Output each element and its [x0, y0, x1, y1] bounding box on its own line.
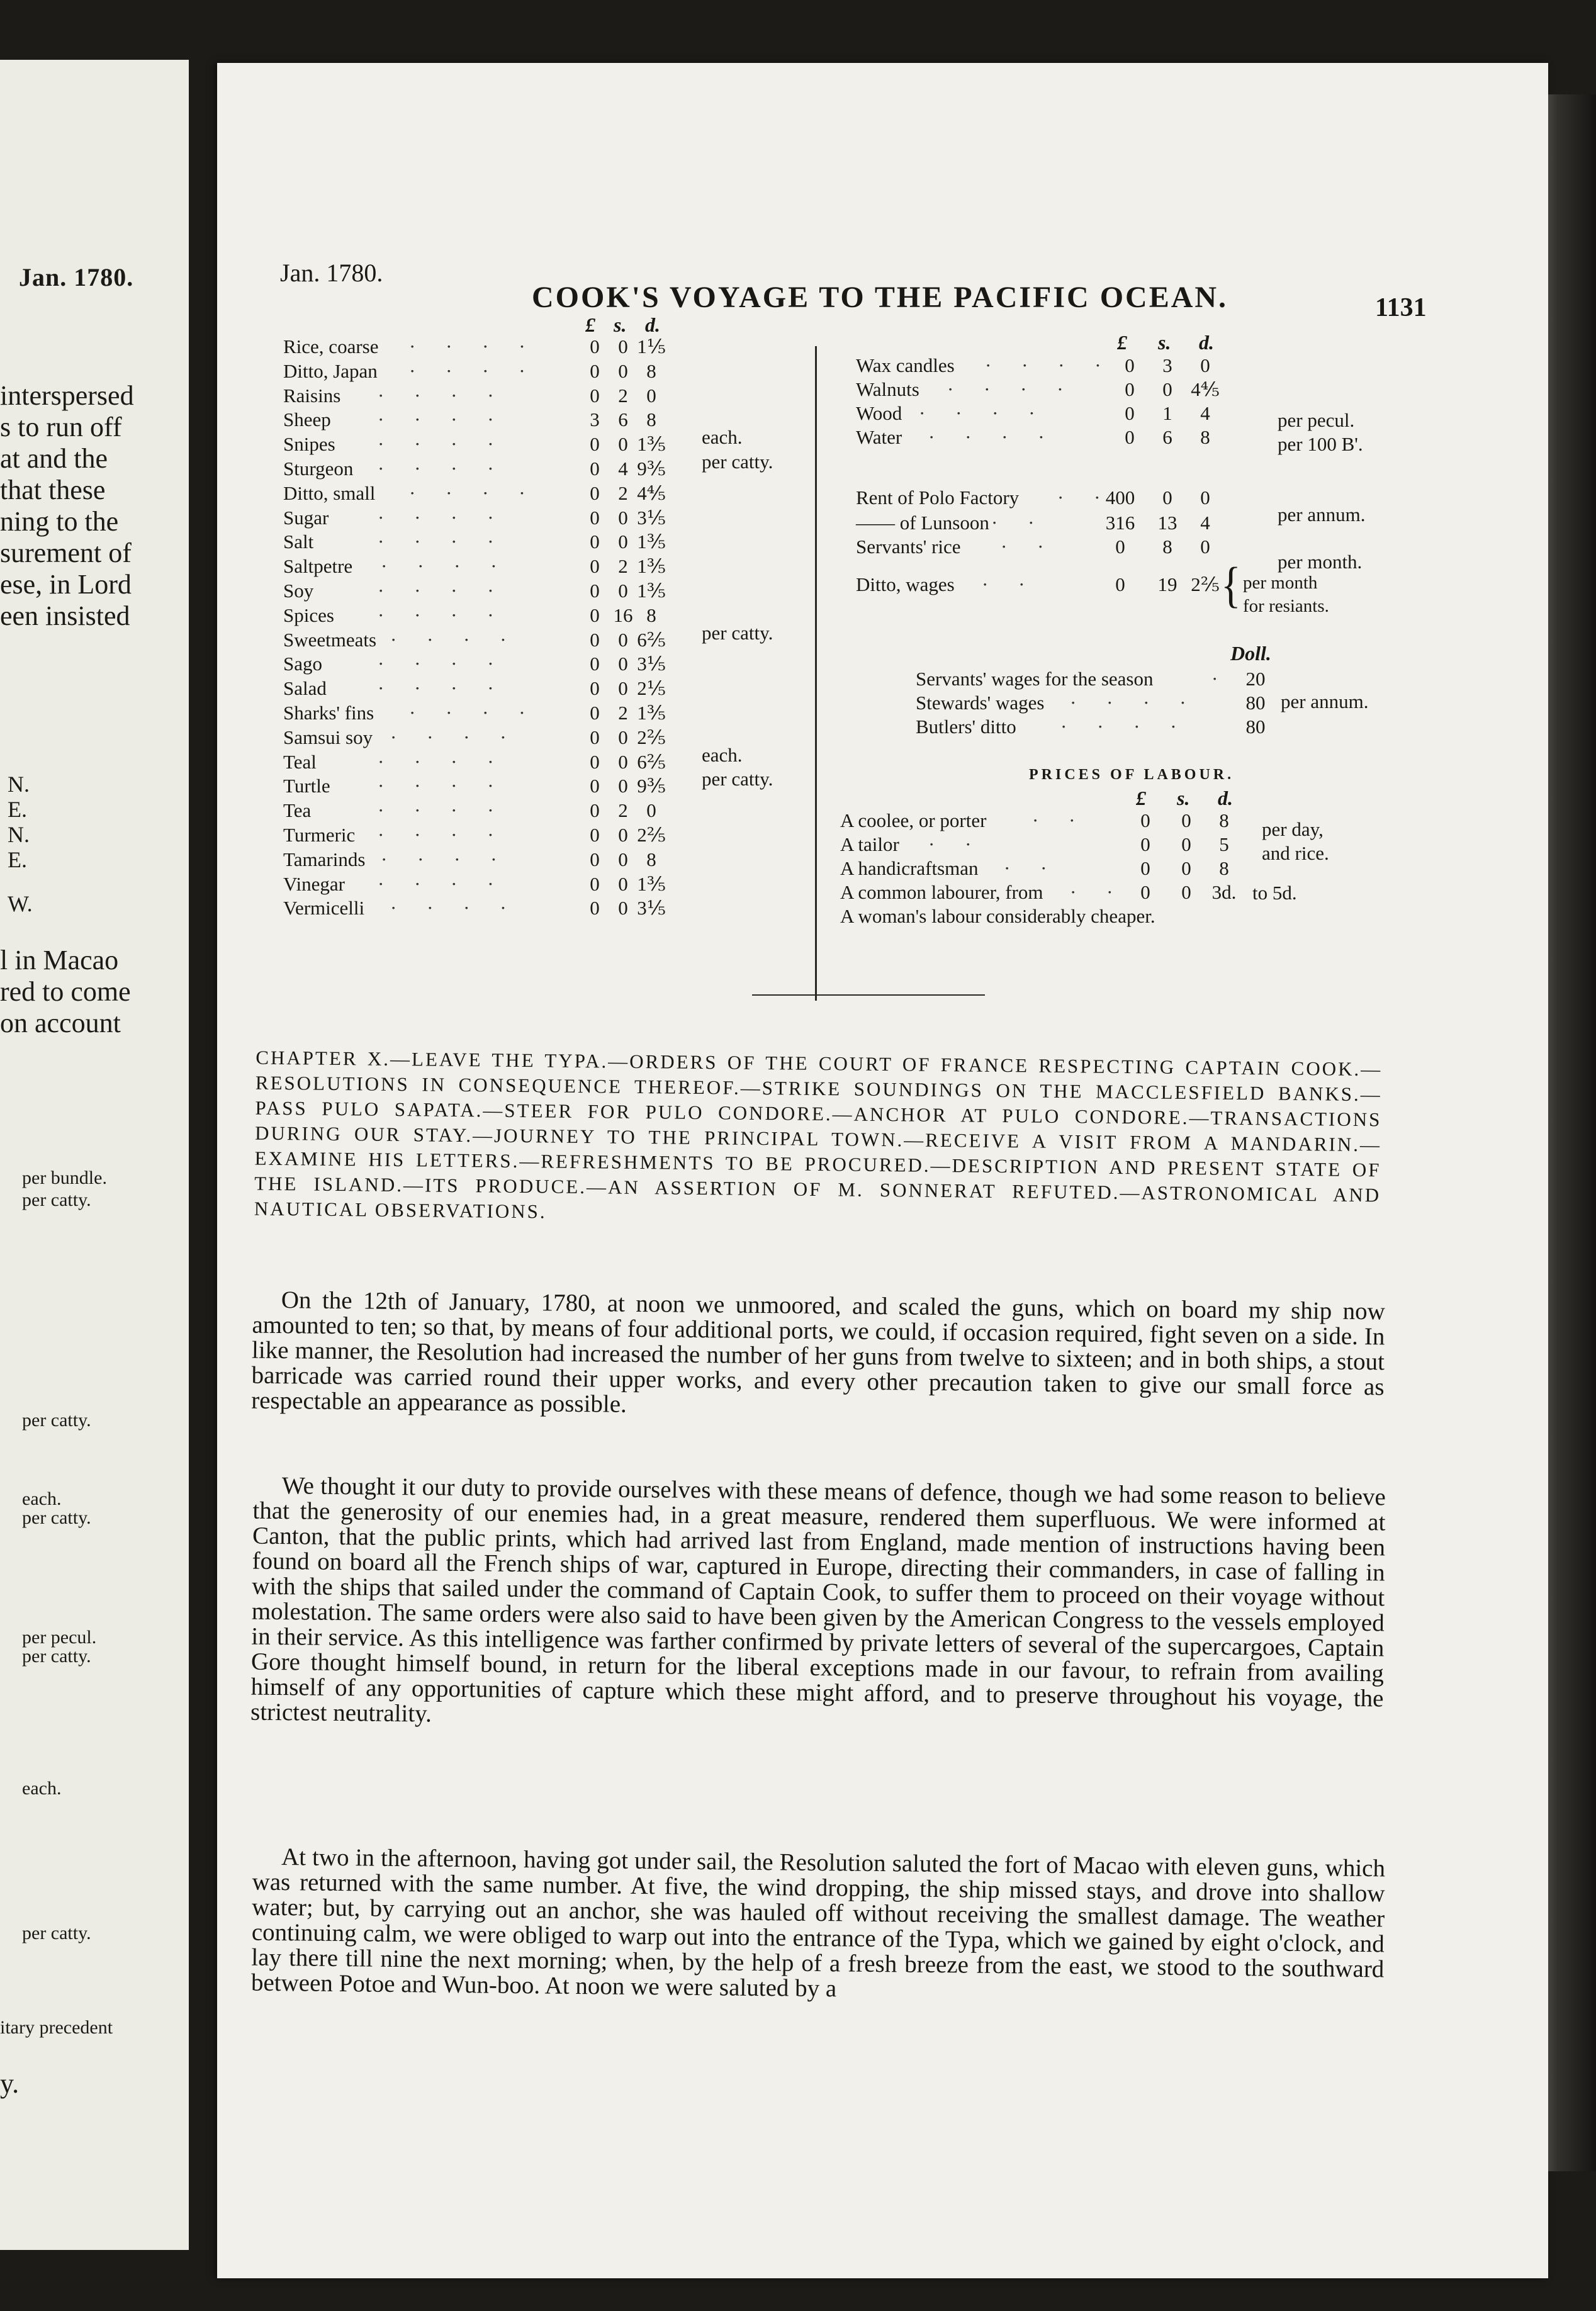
value-shillings: 0: [618, 824, 628, 846]
item-name: Rice, coarse: [283, 335, 379, 357]
table-row: [840, 880, 1281, 904]
leader-dots: · · · ·: [378, 872, 507, 895]
value-shillings: 2: [618, 481, 628, 504]
item-name: Sturgeon: [283, 458, 354, 480]
value-pounds: 0: [1115, 536, 1125, 558]
item-name: Tamarinds: [283, 848, 366, 870]
leader-dots: · · · ·: [378, 531, 507, 553]
item-name: Ditto, wages: [856, 573, 955, 595]
unit-note: and rice.: [1262, 842, 1329, 864]
left-page-fragment: [0, 60, 189, 2250]
table-row: [283, 726, 666, 750]
value-pounds: 400: [1105, 486, 1135, 509]
item-name: Vinegar: [283, 872, 345, 895]
value-shillings: 2: [618, 702, 628, 724]
running-header-date: Jan. 1780.: [280, 259, 383, 287]
table-row: [840, 857, 1281, 880]
unit-note: per catty.: [702, 451, 773, 473]
leader-dots: · ·: [1004, 857, 1060, 879]
left-page-line: een insisted: [0, 600, 130, 631]
value-pence: 2⅖: [1191, 573, 1220, 595]
value-shillings: 2: [618, 799, 628, 822]
leader-dots: · · · ·: [409, 702, 538, 724]
table-row: [283, 335, 666, 359]
value-pounds: 0: [590, 628, 600, 651]
value-pounds: 0: [1140, 857, 1150, 879]
value-shillings: 6: [618, 408, 628, 431]
left-page-compass: N.: [8, 772, 30, 797]
value-shillings: 0: [618, 848, 628, 870]
value-pence: 1⅗: [637, 531, 666, 553]
item-name: Ditto, Japan: [283, 359, 378, 382]
value-pence: 5: [1219, 833, 1229, 855]
left-page-line: at and the: [0, 443, 108, 474]
value-pounds: 0: [590, 335, 600, 357]
leader-dots: · · · ·: [390, 628, 519, 651]
leader-dots: · · · ·: [378, 750, 507, 773]
table-row: [283, 530, 666, 554]
value-pence: 0: [1200, 354, 1210, 376]
leader-dots: · · · ·: [919, 402, 1048, 424]
value-pounds: 0: [590, 872, 600, 895]
table-row: [283, 359, 661, 383]
value-pounds: 0: [590, 481, 600, 504]
table-row: [283, 408, 661, 432]
value-pence: 0: [646, 799, 656, 822]
value-pence: 6⅖: [637, 628, 666, 651]
value-pence: 1⅗: [637, 872, 666, 895]
table-row: [916, 691, 1293, 715]
value-shillings: 0: [618, 653, 628, 675]
leader-dots: · ·: [1001, 536, 1057, 558]
item-name: Ditto, small: [283, 481, 376, 504]
unit-note: per catty.: [702, 768, 773, 790]
value-shillings: 0: [618, 775, 628, 797]
left-page-line: surement of: [0, 537, 132, 568]
leader-dots: · · · ·: [378, 775, 507, 797]
brace-mark: {: [1221, 558, 1241, 614]
value-pence: 8: [646, 848, 656, 870]
leader-dots: · · · ·: [378, 604, 507, 626]
value-pounds: 0: [590, 677, 600, 700]
unit-note: each.: [702, 743, 743, 766]
leader-dots: ·: [1211, 668, 1231, 690]
table-row: [283, 896, 666, 920]
value-shillings: 0: [618, 897, 628, 919]
value-pounds: 0: [1140, 833, 1150, 855]
value-pounds: 0: [1125, 378, 1135, 400]
leader-dots: · · · ·: [378, 580, 507, 602]
left-page-note: per catty.: [22, 1646, 91, 1667]
value-pence: 1⅗: [637, 580, 666, 602]
value-shillings: 0: [618, 335, 628, 357]
table-row: [856, 425, 1234, 449]
value-pence: 1⅗: [637, 433, 666, 456]
value-pounds: 0: [590, 897, 600, 919]
value-pounds: 0: [590, 555, 600, 578]
leader-dots: · · · ·: [947, 378, 1076, 400]
table-row: [283, 604, 661, 627]
value-pence: 3⅕: [637, 506, 666, 529]
value-pounds: 0: [590, 506, 600, 529]
unit-note: per catty.: [702, 621, 773, 644]
left-page-line: ning to the: [0, 506, 119, 537]
value-pence: 3d.: [1211, 881, 1237, 903]
table-row: [283, 774, 666, 798]
item-name: Sago: [283, 653, 322, 675]
item-name: Spices: [283, 604, 334, 626]
item-name: Turmeric: [283, 824, 356, 846]
value-pence: 1⅗: [637, 702, 666, 724]
value-dollars: 20: [1245, 668, 1266, 690]
table-row: [283, 628, 666, 652]
value-shillings: 8: [1162, 536, 1172, 558]
item-name: Stewards' wages: [916, 692, 1045, 714]
column-head-pounds: £: [1136, 787, 1146, 809]
item-name: Butlers' ditto: [916, 716, 1016, 738]
value-pence: 3⅕: [637, 897, 666, 919]
left-page-note: per catty.: [22, 1410, 91, 1431]
value-pounds: 0: [590, 799, 600, 822]
paragraph: We thought it our duty to provide ourselves with these means of defence, though we had some reason to believe that the generosity of our enemies had, in a great measure, rendered them superfluous. We were informed at Canton, that the public prints, which had arrived last from England, made mention of instructions having been found on board all the French ships of war, captured in Europe, directing their commanders, in case of falling in with the ships that sailed under the command of Captain Cook, to suffer them to proceed on their voyage without molestation. The same orders were also said to have been given by the American Congress to the vessels employed in their service. As this intelligence was farther confirmed by private letters of several of the supercargoes, Captain Gore thought himself bound, in return for the liberal exceptions made in our favour, to refrain from availing himself of any opportunities of capture which these might afford, and to preserve throughout his voyage, the strictest neutrality.: [250, 1472, 1386, 1728]
value-pence: 4: [1200, 402, 1210, 424]
table-row: [856, 354, 1234, 378]
left-page-note: per catty.: [22, 1189, 91, 1210]
table-row: [283, 579, 666, 603]
item-name: Turtle: [283, 775, 330, 797]
main-page: [217, 63, 1548, 2278]
leader-dots: · · · ·: [378, 677, 507, 700]
value-shillings: 0: [618, 677, 628, 700]
unit-note: to 5d.: [1252, 882, 1297, 904]
leader-dots: · · · ·: [378, 506, 507, 529]
value-pounds: 0: [590, 531, 600, 553]
value-pounds: 0: [590, 750, 600, 773]
leader-dots: · · · ·: [409, 481, 538, 504]
item-name: Sweetmeats: [283, 628, 377, 651]
unit-note: each.: [702, 426, 743, 449]
leader-dots: · · · ·: [1060, 716, 1189, 738]
value-shillings: 1: [1162, 402, 1172, 424]
column-head-shillings: s.: [1177, 787, 1190, 809]
value-pence: 9⅗: [637, 775, 666, 797]
item-name: Walnuts: [856, 378, 919, 400]
table-row: [283, 384, 661, 408]
value-shillings: 0: [618, 750, 628, 773]
table-row: [916, 715, 1293, 739]
value-pounds: 0: [590, 726, 600, 748]
unit-note: per month: [1243, 573, 1318, 593]
paragraph: On the 12th of January, 1780, at noon we unmoored, and scaled the guns, which on board my ship now amounted to ten; so that, by means of four additional ports, we could, if occasion required, fight seven on a side. In like manner, the Resolution had increased the number of her guns from twelve to sixteen; and in both ships, a stout barricade was carried round their upper works, and every other precaution taken to give our small force as respectable an appearance as possible.: [250, 1286, 1386, 1418]
item-name: Salt: [283, 531, 314, 553]
table-row: [283, 701, 666, 725]
value-shillings: 2: [618, 555, 628, 578]
left-page-compass: E.: [8, 797, 27, 822]
value-shillings: 0: [1181, 833, 1191, 855]
value-pounds: 0: [590, 384, 600, 407]
value-pence: 2⅖: [637, 726, 666, 748]
leader-dots: · ·: [1032, 809, 1088, 831]
left-page-note: per bundle.: [22, 1167, 107, 1188]
left-page-line: l in Macao: [0, 945, 119, 976]
page-number: 1131: [1375, 293, 1427, 322]
table-row: [283, 432, 666, 456]
leader-dots: · · · ·: [381, 848, 510, 870]
leader-dots: · · · ·: [1070, 692, 1199, 714]
item-name: A coolee, or porter: [840, 809, 987, 831]
value-shillings: 0: [1181, 881, 1191, 903]
item-name: Rent of Polo Factory: [856, 486, 1020, 509]
value-pounds: 0: [1115, 573, 1125, 595]
leader-dots: · · · ·: [378, 824, 507, 846]
value-pence: 2⅖: [637, 824, 666, 846]
item-name: Servants' wages for the season: [916, 668, 1154, 690]
leader-dots: · ·: [991, 512, 1047, 534]
table-row: [283, 872, 666, 896]
leader-dots: · ·: [982, 573, 1038, 595]
leader-dots: · · · ·: [409, 335, 538, 357]
left-page-line: y.: [0, 2068, 20, 2099]
item-name: Snipes: [283, 433, 335, 456]
value-shillings: 0: [618, 359, 628, 382]
leader-dots: · · · ·: [378, 653, 507, 675]
value-pounds: 0: [1140, 881, 1150, 903]
item-name: Wax candles: [856, 354, 955, 376]
unit-note: per 100 B'.: [1278, 433, 1363, 455]
item-name: Servants' rice: [856, 536, 961, 558]
running-header-title: COOK'S VOYAGE TO THE PACIFIC OCEAN.: [532, 281, 1228, 314]
left-page-note: per pecul.: [22, 1627, 97, 1648]
left-page-line: red to come: [0, 976, 131, 1007]
item-name: —— of Lunsoon: [856, 512, 989, 534]
item-name: Wood: [856, 402, 902, 424]
value-pounds: 0: [590, 848, 600, 870]
value-pounds: 316: [1105, 512, 1135, 534]
table-row: [283, 554, 666, 578]
item-name: Soy: [283, 580, 314, 602]
item-name: A tailor: [840, 833, 899, 855]
value-shillings: 0: [618, 580, 628, 602]
value-pounds: 0: [590, 433, 600, 456]
section-rule: [752, 994, 985, 996]
leader-dots: · · · ·: [378, 408, 507, 431]
item-name: Teal: [283, 750, 317, 773]
column-head-pence: d.: [645, 313, 660, 336]
leader-dots: · · · ·: [409, 359, 538, 382]
item-name: Saltpetre: [283, 555, 353, 578]
value-pounds: 0: [590, 702, 600, 724]
item-name: A handicraftsman: [840, 857, 979, 879]
value-pence: 8: [1219, 809, 1229, 831]
left-page-note: each.: [22, 1488, 62, 1509]
table-row: [283, 750, 666, 774]
value-pence: 0: [1200, 536, 1210, 558]
left-page-header: Jan. 1780.: [19, 263, 134, 291]
item-name: Samsui soy: [283, 726, 373, 748]
left-page-compass: W.: [8, 891, 33, 916]
value-shillings: 4: [618, 458, 628, 480]
value-pence: 9⅗: [637, 458, 666, 480]
leader-dots: · · · ·: [390, 897, 519, 919]
table-row: [283, 799, 661, 823]
table-row: [283, 652, 666, 676]
value-shillings: 6: [1162, 426, 1172, 448]
value-shillings: 0: [618, 872, 628, 895]
unit-note: for resiants.: [1243, 596, 1329, 616]
leader-dots: · · · ·: [985, 354, 1114, 376]
value-shillings: 13: [1157, 512, 1177, 534]
unit-note: per day,: [1262, 818, 1323, 840]
paragraph: At two in the afternoon, having got under sail, the Resolution saluted the fort of Macao with eleven guns, which was returned with the same number. At five, the wind dropping, the ship missed stays, and drove into shallow water; but, by carrying out an anchor, she was hauled off without receiving the smallest damage. The weather continuing calm, we were obliged to warp out into the entrance of the Typa, which we gained by eight o'clock, and lay there till nine the next morning; when, by the help of a fresh breeze from the east, we stood to the southward between Potoe and Wun-boo. At noon we were saluted by a: [250, 1843, 1386, 2003]
value-shillings: 0: [1162, 378, 1172, 400]
value-shillings: 0: [618, 726, 628, 748]
left-page-note: per catty.: [22, 1507, 91, 1528]
value-shillings: 0: [1162, 486, 1172, 509]
table-row: [856, 573, 1234, 597]
table-row: [283, 823, 666, 847]
table-row: [856, 535, 1234, 559]
value-pence: 8: [646, 359, 656, 382]
value-pounds: 3: [590, 408, 600, 431]
item-name: Raisins: [283, 384, 341, 407]
value-pounds: 0: [590, 604, 600, 626]
value-pounds: 0: [1125, 402, 1135, 424]
table-row: [283, 481, 666, 505]
value-pounds: 0: [590, 775, 600, 797]
column-head-pounds: £: [585, 313, 595, 336]
table-row: [856, 402, 1234, 425]
value-pence: 0: [646, 384, 656, 407]
value-pence: 0: [1200, 486, 1210, 509]
leader-dots: · · · ·: [381, 555, 510, 578]
left-page-compass: N.: [8, 822, 30, 847]
value-pence: 1⅕: [637, 335, 666, 357]
value-pounds: 0: [590, 580, 600, 602]
item-name: Sharks' fins: [283, 702, 374, 724]
leader-dots: · · · ·: [378, 384, 507, 407]
table-row: [840, 833, 1281, 857]
value-pence: 4⅘: [1191, 378, 1220, 400]
value-shillings: 19: [1157, 573, 1177, 595]
table-row: [283, 457, 666, 481]
left-page-note: each.: [22, 1778, 62, 1799]
value-pence: 1⅗: [637, 555, 666, 578]
value-shillings: 0: [618, 506, 628, 529]
column-head-pounds: £: [1117, 331, 1127, 354]
unit-note: per month.: [1278, 551, 1363, 573]
table-row: [856, 378, 1234, 402]
value-pence: 6⅖: [637, 750, 666, 773]
value-shillings: 2: [618, 384, 628, 407]
column-divider: [815, 346, 817, 1001]
value-shillings: 0: [618, 628, 628, 651]
column-head-shillings: s.: [614, 313, 627, 336]
value-pence: 3⅕: [637, 653, 666, 675]
table-row: [283, 848, 661, 872]
table-row: [840, 809, 1281, 833]
item-name: Sugar: [283, 506, 329, 529]
unit-note: per annum.: [1278, 503, 1366, 526]
item-name: Water: [856, 426, 902, 448]
leader-dots: · · · ·: [378, 433, 507, 456]
item-name: Vermicelli: [283, 897, 365, 919]
left-page-line: that these: [0, 475, 106, 505]
leader-dots: · · · ·: [928, 426, 1057, 448]
value-pounds: 0: [1125, 426, 1135, 448]
value-pence: 4⅘: [637, 481, 666, 504]
leader-dots: · ·: [1057, 486, 1113, 509]
value-pounds: 0: [1140, 809, 1150, 831]
table-row: [856, 486, 1234, 510]
item-name: A common labourer, from: [840, 881, 1043, 903]
value-shillings: 0: [618, 433, 628, 456]
left-page-line: on account: [0, 1008, 121, 1038]
table-row: [916, 667, 1293, 691]
leader-dots: · · · ·: [378, 458, 507, 480]
value-pence: 2⅕: [637, 677, 666, 700]
value-pounds: 0: [590, 359, 600, 382]
value-shillings: 0: [618, 531, 628, 553]
column-head-dollars: Doll.: [1230, 642, 1271, 665]
leader-dots: · ·: [1070, 881, 1126, 903]
table-row: A woman's labour considerably cheaper.: [840, 905, 1155, 927]
leader-dots: · · · ·: [378, 799, 507, 822]
unit-note: per pecul.: [1278, 409, 1355, 431]
labour-table-title: PRICES OF LABOUR.: [1029, 767, 1235, 783]
item-name: Tea: [283, 799, 312, 822]
value-pence: 4: [1200, 512, 1210, 534]
leader-dots: · ·: [928, 833, 984, 855]
value-pence: 8: [1219, 857, 1229, 879]
value-pounds: 0: [1125, 354, 1135, 376]
leader-dots: · · · ·: [390, 726, 519, 748]
value-pence: 8: [646, 408, 656, 431]
item-name: Salad: [283, 677, 327, 700]
left-page-line: interspersed: [0, 380, 134, 411]
value-shillings: 16: [613, 604, 633, 626]
value-shillings: 0: [1181, 809, 1191, 831]
left-page-compass: E.: [8, 847, 27, 872]
value-pounds: 0: [590, 458, 600, 480]
column-head-pence: d.: [1199, 331, 1214, 354]
value-pounds: 0: [590, 824, 600, 846]
chapter-summary: CHAPTER X.—LEAVE THE TYPA.—ORDERS OF THE COURT OF FRANCE RESPECTING CAPTAIN COOK.—RESOLUTIONS IN CONSEQUENCE THEREOF.—STRIKE SOUNDINGS ON THE MACCLESFIELD BANKS.—PASS PULO SAPATA.—STEER FOR PULO CONDORE.—ANCHOR AT PULO CONDORE.—TRANSACTIONS DURING OUR STAY.—JOURNEY TO THE PRINCIPAL TOWN.—RECEIVE A VISIT FROM A MANDARIN.—EXAMINE HIS LETTERS.—REFRESHMENTS TO BE PROCURED.—DESCRIPTION AND PRESENT STATE OF THE ISLAND.—ITS PRODUCE.—AN ASSERTION OF M. SONNERAT REFUTED.—ASTRONOMICAL AND NAUTICAL OBSERVATIONS.: [254, 1046, 1383, 1223]
value-shillings: 0: [1181, 857, 1191, 879]
table-row: [283, 506, 666, 530]
value-dollars: 80: [1245, 716, 1266, 738]
left-page-line: s to run off: [0, 412, 122, 442]
column-head-shillings: s.: [1158, 331, 1171, 354]
left-page-line: ese, in Lord: [0, 569, 132, 600]
item-name: Sheep: [283, 408, 331, 431]
value-shillings: 3: [1162, 354, 1172, 376]
left-page-note: per catty.: [22, 1923, 91, 1943]
left-page-line: itary precedent: [0, 2017, 113, 2038]
table-row: [283, 677, 666, 700]
table-row: [856, 511, 1234, 535]
value-pence: 8: [1200, 426, 1210, 448]
value-dollars: 80: [1245, 692, 1266, 714]
value-pounds: 0: [590, 653, 600, 675]
value-pence: 8: [646, 604, 656, 626]
unit-note: per annum.: [1281, 690, 1369, 712]
column-head-pence: d.: [1218, 787, 1233, 809]
